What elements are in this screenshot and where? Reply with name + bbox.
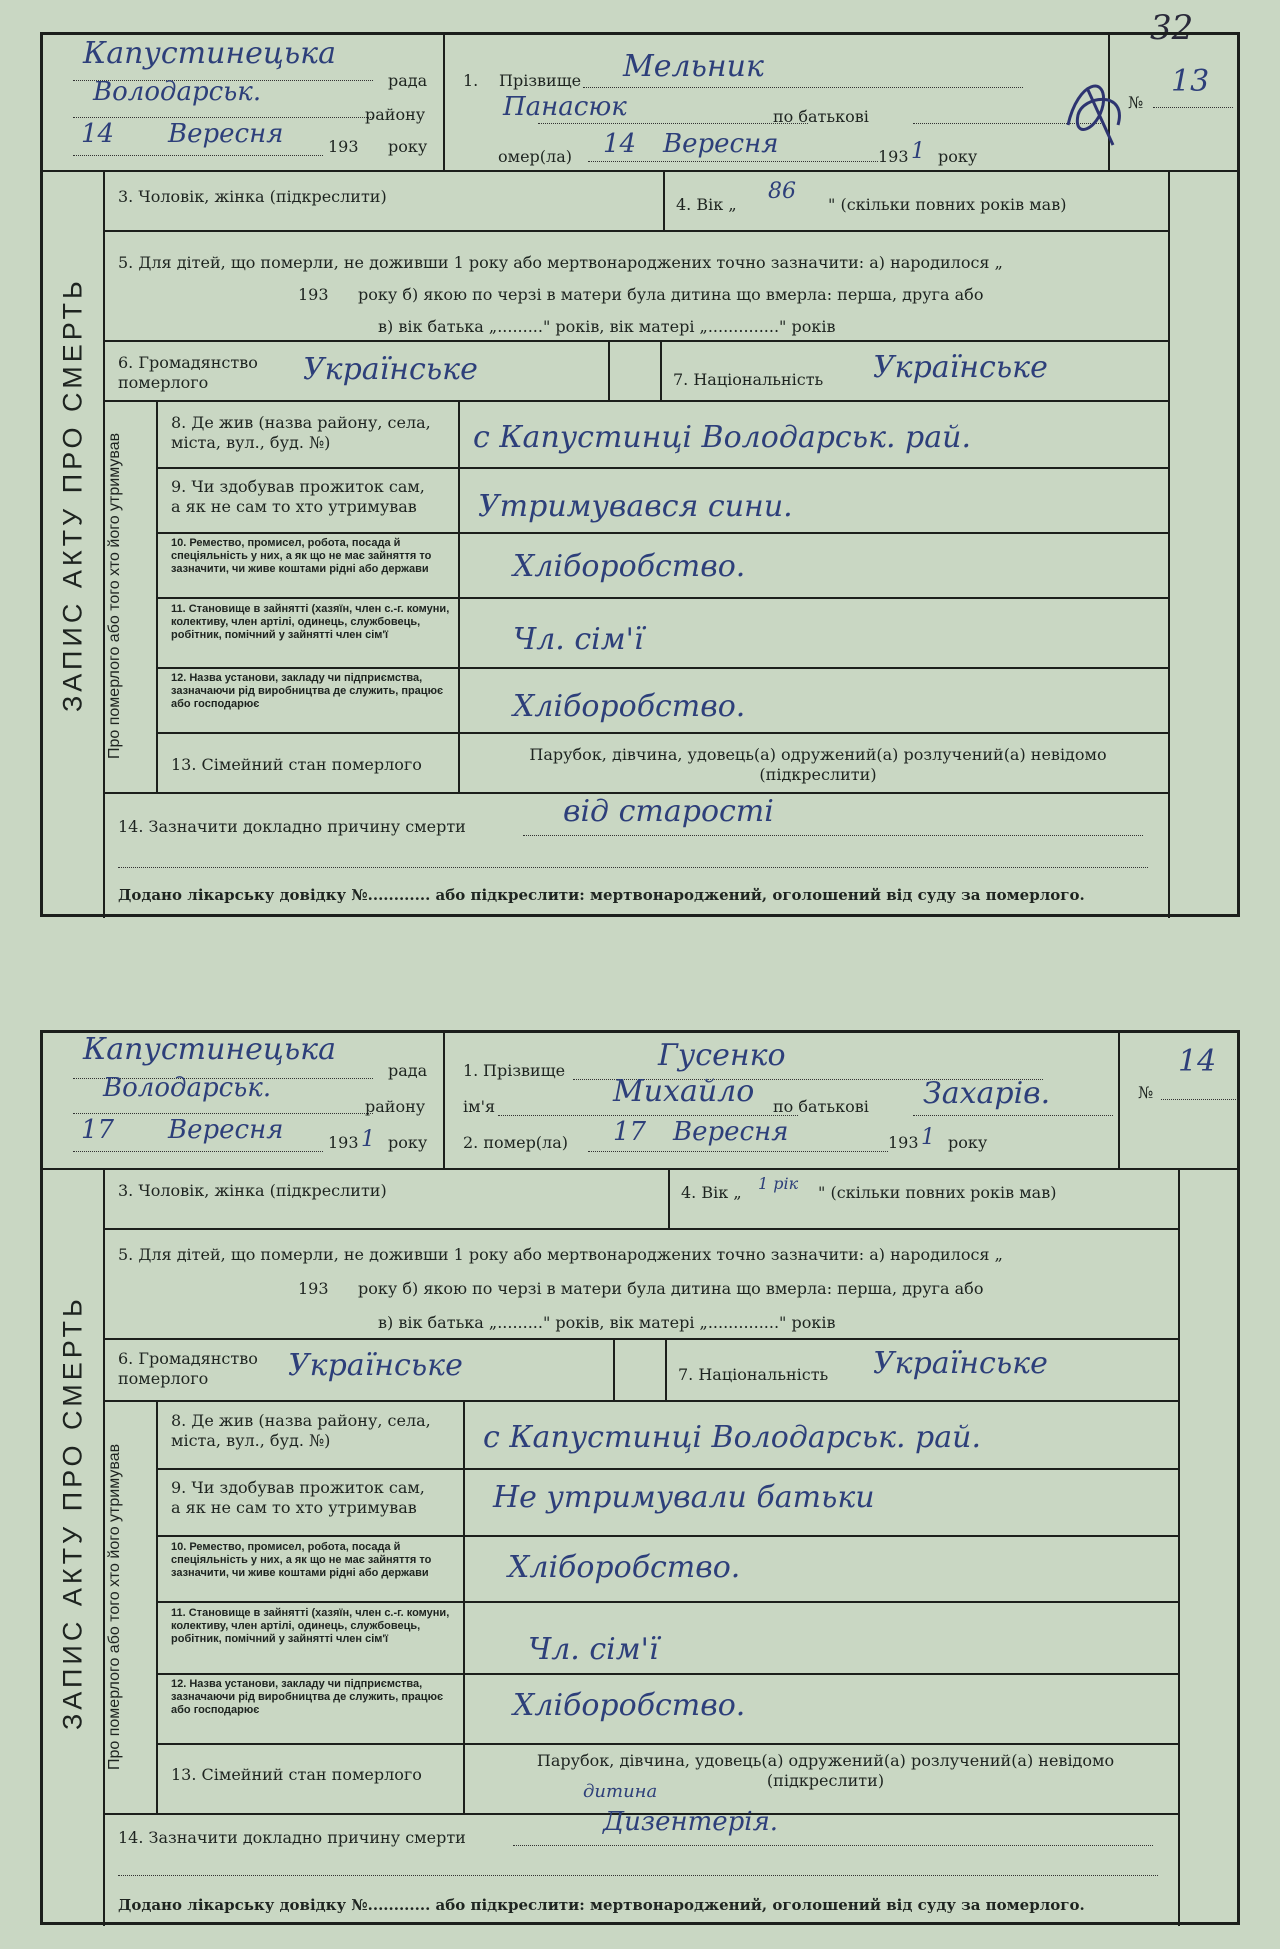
q3-sex: 3. Чоловік, жінка (підкреслити) [118,1181,387,1200]
q12-institution: 12. Назва установи, закладу чи підприємства, зазначаючи рід виробництва де служить, працює або господарює [171,1678,444,1716]
age-value: 86 [768,179,796,204]
name-value: Панасюк [503,92,627,122]
q6-citizenship: 6. Громадянство померлого [118,353,258,392]
support-value: Не утримували батьки [493,1480,875,1515]
reg-day: 17 [81,1115,115,1145]
q6-citizenship: 6. Громадянство померлого [118,1349,258,1388]
patronymic-label: по батькові [773,1097,869,1116]
rada-value: Капустинецька [83,1032,336,1067]
q9-support: 9. Чи здобував прожиток сам, а як не сам то хто утримував [171,1478,425,1517]
signature-mark [1058,70,1138,150]
q5-line3: в) вік батька „........." років, вік матері „.............." років [378,317,836,336]
q13-options: Парубок, дівчина, удовець(а) одружений(а) розлучений(а) невідомо (підкреслити) [536,1751,1115,1790]
reg-year-digit: 1 [361,1127,375,1152]
nationality-value: Українське [873,1346,1048,1381]
surname-label: Прізвище [483,1061,566,1080]
q12-institution: 12. Назва установи, закладу чи підприємства, зазначаючи рід виробництва де служить, працює або господарює [171,672,444,710]
q7-nationality: 7. Національність [678,1365,829,1384]
side-label: Про померлого або того хто його утримував [106,1443,123,1770]
citizenship-value: Українське [303,352,478,387]
reg-day: 14 [81,119,115,149]
institution-value: Хліборобство. [513,689,746,724]
number-label: № [1138,1083,1154,1102]
q5-line3: в) вік батька „........." років, вік матері „.............." років [378,1313,836,1332]
q14-cause: 14. Зазначити докладно причину смерти [118,817,466,836]
form-title: ЗАПИС АКТУ ПРО СМЕРТЬ [57,277,88,713]
residence-value: с Капустинці Володарськ. рай. [483,1420,982,1455]
reg-month: Вересня [168,1115,284,1145]
page-number: 32 [1150,8,1194,48]
q4-age-label: 4. Вік „ [676,195,737,214]
q3-sex: 3. Чоловік, жінка (підкреслити) [118,187,387,206]
citizenship-value: Українське [288,1348,463,1383]
death-year-label: 193 [888,1133,919,1152]
name-value: Михайло [613,1074,755,1109]
died-label: 2. помер(ла) [463,1133,568,1152]
q4-age-suffix: " (скільки повних років мав) [828,195,1067,214]
death-day: 14 [603,129,637,159]
support-value: Утримувався сини. [478,489,793,524]
age-value: 1 рік [758,1174,799,1193]
q5-year: 193 [298,285,329,304]
q5-line1: 5. Для дітей, що померли, не доживши 1 року або мертвонароджених точно зазначити: а) народилося „ [118,1245,1003,1264]
rada-label: рада [388,1061,428,1080]
rada-label: рада [388,71,428,90]
death-record-form-2 [40,1030,1240,1925]
surname-label: Прізвище [499,71,582,90]
death-record-form-1 [40,32,1240,917]
death-day: 17 [613,1117,647,1147]
side-label: Про померлого або того хто його утримував [106,432,123,760]
raion-value: Володарськ. [103,1073,272,1103]
rada-value: Капустинецька [83,36,336,71]
death-roku-label: року [948,1133,988,1152]
patronymic-label: по батькові [773,107,869,126]
death-month: Вересня [663,129,779,159]
q5-line1: 5. Для дітей, що померли, не доживши 1 року або мертвонароджених точно зазначити: а) народилося „ [118,253,1003,272]
surname-value: Мельник [623,49,764,84]
q9-support: 9. Чи здобував прожиток сам, а як не сам то хто утримував [171,477,425,516]
patronymic-value: Захарів. [923,1076,1051,1111]
nationality-value: Українське [873,350,1048,385]
record-number: 14 [1178,1044,1217,1079]
q11-position: 11. Становище в зайнятті (хазяїн, член с.-г. комуни, колективу, член артілі, одинець, службовець, робітник, помічний у зайнятті член сім'ї [171,603,450,641]
death-roku-label: року [938,147,978,166]
marital-note: дитина [583,1781,658,1802]
q4-age-label: 4. Вік „ [681,1183,742,1202]
death-year-label: 193 [878,147,909,166]
q13-marital: 13. Сімейний стан померлого [171,755,422,774]
q4-age-suffix: " (скільки повних років мав) [818,1183,1057,1202]
reg-year-label: 193 [328,1133,359,1152]
item1-number: 1. [463,1061,479,1080]
form-title: ЗАПИС АКТУ ПРО СМЕРТЬ [57,1295,88,1731]
residence-value: с Капустинці Володарськ. рай. [473,420,972,455]
death-year-digit: 1 [911,139,925,164]
footer-note: Додано лікарську довідку №............ або підкреслити: мертвонароджений, оголошений від суду за померлого. [118,886,1085,904]
death-month: Вересня [673,1117,789,1147]
q7-nationality: 7. Національність [673,370,824,389]
died-label: омер(ла) [498,147,572,166]
death-year-digit: 1 [921,1125,935,1150]
name-label: ім'я [463,1097,496,1116]
q5-line2: року б) якою по черзі в матери була дитина що вмерла: перша, друга або [358,285,984,304]
reg-roku-label: року [388,137,428,156]
occupation-value: Хліборобство. [508,1550,741,1585]
footer-note: Додано лікарську довідку №............ або підкреслити: мертвонароджений, оголошений від суду за померлого. [118,1896,1085,1914]
q10-occupation: 10. Ремество, промисел, робота, посада й спеціяльність у них, а як що не має зайняття то зазначити, чи живе коштами рідні або держави [171,1541,432,1579]
q8-residence: 8. Де жив (назва району, села, міста, вул., буд. №) [171,1411,431,1450]
position-value: Чл. сім'ї [513,622,644,657]
reg-year-label: 193 [328,137,359,156]
position-value: Чл. сім'ї [528,1632,659,1667]
record-number: 13 [1171,64,1210,99]
q5-line2: року б) якою по черзі в матери була дитина що вмерла: перша, друга або [358,1279,984,1298]
cause-value: від старості [563,794,774,829]
q14-cause: 14. Зазначити докладно причину смерти [118,1828,466,1847]
q13-options: Парубок, дівчина, удовець(а) одружений(а) розлучений(а) невідомо (підкреслити) [529,745,1107,784]
q5-year: 193 [298,1279,329,1298]
item1-number: 1. [463,71,479,90]
number-label: № [1128,93,1144,112]
cause-value: Дизентерія. [603,1807,779,1837]
q13-marital: 13. Сімейний стан померлого [171,1765,422,1784]
reg-month: Вересня [168,119,284,149]
q8-residence: 8. Де жив (назва району, села, міста, вул., буд. №) [171,413,431,452]
q11-position: 11. Становище в зайнятті (хазяїн, член с.-г. комуни, колективу, член артілі, одинець, службовець, робітник, помічний у зайнятті член сім'ї [171,1607,450,1645]
reg-roku-label: року [388,1133,428,1152]
institution-value: Хліборобство. [513,1688,746,1723]
surname-value: Гусенко [658,1038,786,1073]
raion-value: Володарськ. [93,77,262,107]
occupation-value: Хліборобство. [513,549,746,584]
q10-occupation: 10. Ремество, промисел, робота, посада й спеціяльність у них, а як що не має зайняття то зазначити, чи живе коштами рідні або держави [171,537,432,575]
raion-label: району [365,105,426,124]
raion-label: району [365,1097,426,1116]
